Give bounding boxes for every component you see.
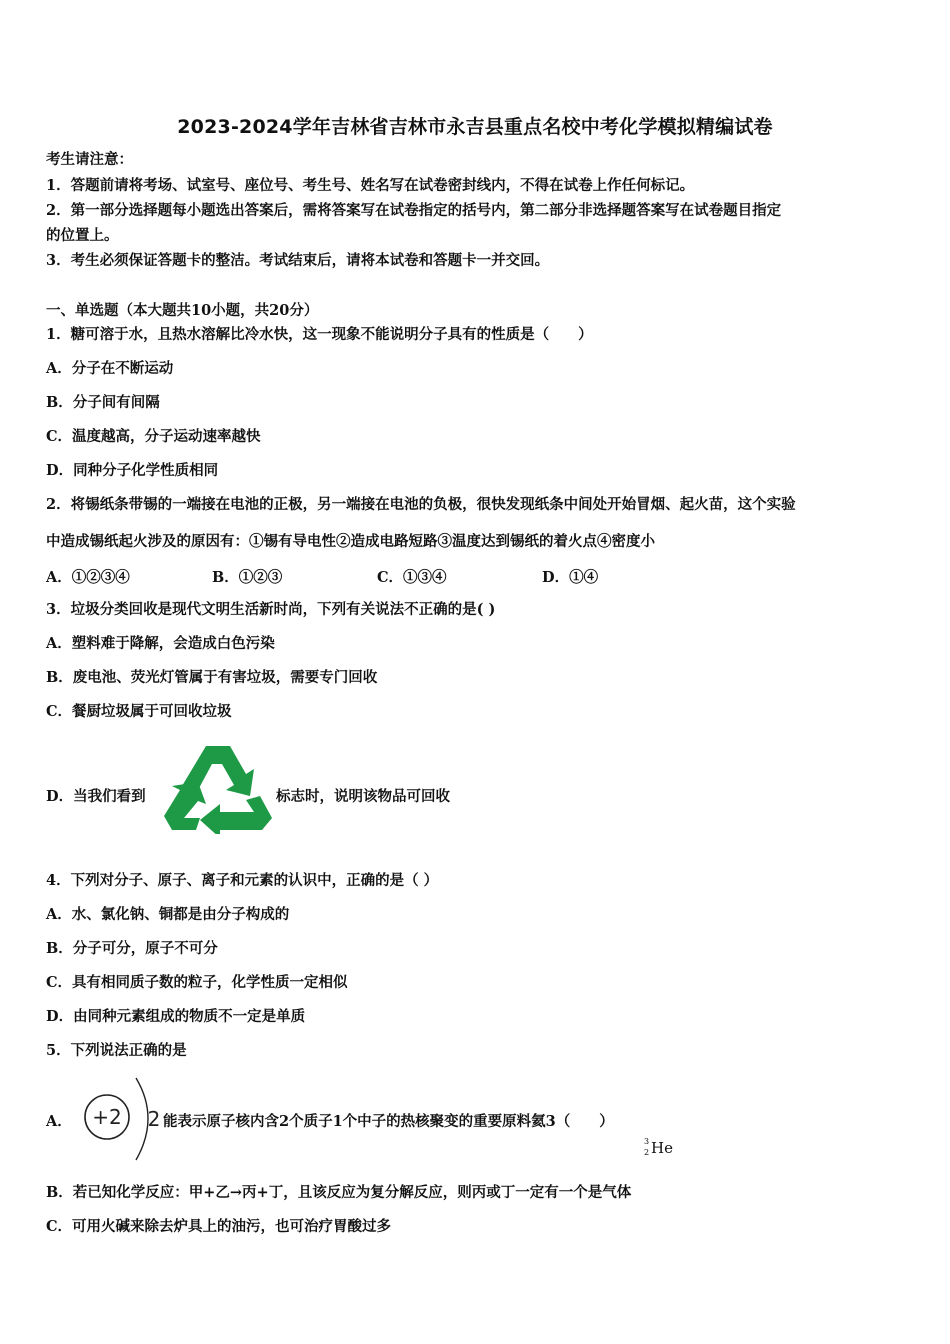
q4-stem: 4．下列对分子、原子、离子和元素的认识中，正确的是（ ） bbox=[46, 872, 439, 889]
page-title: 2023-2024学年吉林省吉林市永吉县重点名校中考化学模拟精编试卷 bbox=[177, 116, 773, 138]
notice-item-1: 1．答题前请将考场、试室号、座位号、考生号、姓名写在试卷密封线内，不得在试卷上作任何标记。 bbox=[46, 177, 695, 194]
recycle-icon bbox=[160, 738, 276, 834]
notice-item-2: 2．第一部分选择题每小题选出答案后，需将答案写在试卷指定的括号内，第二部分非选择题答案写在试卷题目指定 bbox=[46, 202, 782, 219]
q1-option-b: B．分子间有间隔 bbox=[46, 394, 160, 411]
helium-isotope-notation bbox=[640, 1137, 684, 1163]
q5-option-c: C．可用火碱来除去炉具上的油污，也可治疗胃酸过多 bbox=[46, 1218, 392, 1235]
q3-option-c: C．餐厨垃圾属于可回收垃圾 bbox=[46, 703, 232, 720]
q3-option-a: A．塑料难于降解，会造成白色污染 bbox=[46, 635, 275, 652]
q3-option-d-prefix: D．当我们看到 bbox=[46, 788, 146, 805]
q1-option-a: A．分子在不断运动 bbox=[46, 360, 174, 377]
q1-option-d: D．同种分子化学性质相同 bbox=[46, 462, 219, 479]
q2-stem-line1: 2．将锡纸条带锡的一端接在电池的正极，另一端接在电池的负极，很快发现纸条中间处开始冒烟、起火苗，这个实验 bbox=[46, 496, 796, 513]
q2-option-a: A．①②③④ bbox=[46, 569, 130, 586]
atom-structure-diagram bbox=[76, 1074, 168, 1164]
q2-stem-line2: 中造成锡纸起火涉及的原因有：①锡有导电性②造成电路短路③温度达到锡纸的着火点④密度小 bbox=[46, 533, 655, 550]
q2-option-d: D．①④ bbox=[542, 569, 599, 586]
q2-options bbox=[46, 566, 666, 586]
q3-option-b: B．废电池、荧光灯管属于有害垃圾，需要专门回收 bbox=[46, 669, 378, 686]
q4-option-b: B．分子可分，原子不可分 bbox=[46, 940, 218, 957]
q5-option-b: B．若已知化学反应：甲+乙→丙+丁，且该反应为复分解反应，则丙或丁一定有一个是气体 bbox=[46, 1184, 632, 1201]
q4-option-c: C．具有相同质子数的粒子，化学性质一定相似 bbox=[46, 974, 348, 991]
notice-item-3: 3．考生必须保证答题卡的整洁。考试结束后，请将本试卷和答题卡一并交回。 bbox=[46, 252, 550, 269]
he-symbol: He bbox=[651, 1139, 673, 1157]
q5-option-a-label: A． bbox=[46, 1113, 72, 1130]
q3-option-d-suffix: 标志时，说明该物品可回收 bbox=[276, 788, 450, 805]
q3-stem: 3．垃圾分类回收是现代文明生活新时尚，下列有关说法不正确的是( ) bbox=[46, 601, 496, 618]
he-mass-number: 3 bbox=[644, 1137, 650, 1146]
q4-option-d: D．由同种元素组成的物质不一定是单质 bbox=[46, 1008, 306, 1025]
notice-heading: 考生请注意： bbox=[46, 151, 133, 168]
section-heading: 一、单选题（本大题共10小题，共20分） bbox=[46, 302, 319, 319]
q1-stem: 1．糖可溶于水，且热水溶解比冷水快，这一现象不能说明分子具有的性质是（ ） bbox=[46, 326, 593, 343]
he-atomic-number: 2 bbox=[644, 1148, 650, 1157]
q2-option-b: B．①②③ bbox=[212, 569, 283, 586]
atom-nucleus-label: +2 bbox=[92, 1105, 122, 1129]
q4-option-a: A．水、氯化钠、铜都是由分子构成的 bbox=[46, 906, 290, 923]
q5-option-a-text: 能表示原子核内含2个质子1个中子的热核聚变的重要原料氦3（ ） bbox=[163, 1113, 614, 1130]
q5-stem: 5．下列说法正确的是 bbox=[46, 1042, 187, 1059]
q1-option-c: C．温度越高，分子运动速率越快 bbox=[46, 428, 261, 445]
notice-item-2-cont: 的位置上。 bbox=[46, 227, 119, 244]
atom-shell-electrons: 2 bbox=[147, 1107, 161, 1131]
q2-option-c: C．①③④ bbox=[377, 569, 447, 586]
